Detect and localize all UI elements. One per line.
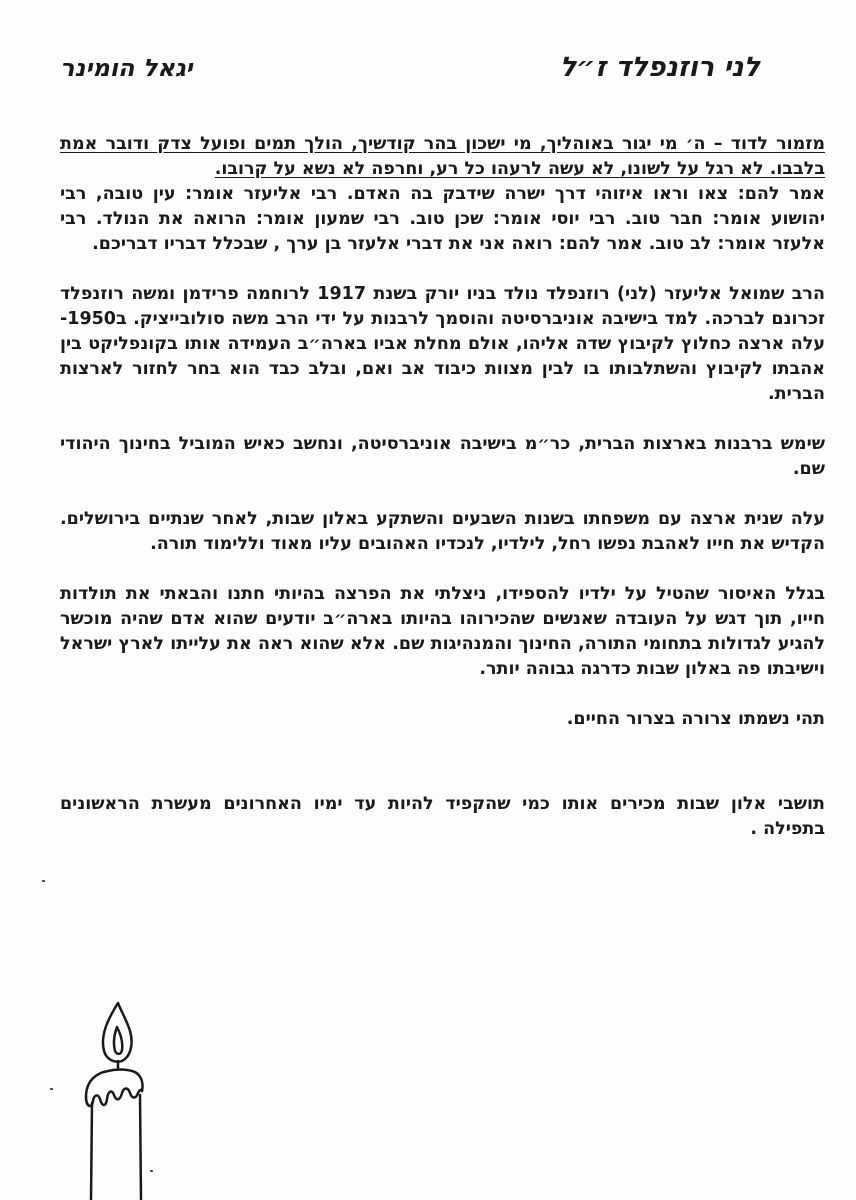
eulogy-body — [60, 132, 825, 867]
paragraph-closing: תושבי אלון שבות מכירים אותו כמי שהקפיד להיות עד ימיו האחרונים מעשרת הראשונים בתפילה . — [60, 794, 825, 839]
paragraph-biography: הרב שמואל אליעזר (לני) רוזנפלד נולד בניו יורק בשנת 1917 לרוחמה פרידמן ומשה רוזנפלד זכרונם לברכה. למד בישיבה אוניברסיטה והוסמך לרבנות על ידי הרב משה סולובייציק. ב1950- עלה ארצה כחלוץ לקיבוץ שדה אליהו, אולם מחלת אביו בארה״ב העמידה אותו בקונפליקט בין אהבתו לקיבוץ והשתלבותו בו לבין מצוות כיבוד אב ואם, ובלב כבד הוא בחר לחזור לארצות הברית. — [60, 284, 825, 404]
paragraph-eulogy-reason: בגלל האיסור שהטיל על ילדיו להספידו, ניצלתי את הפרצה בהיותי חתנו והבאתי את תולדות חייו, תוך דגש על העובדה שאנשים שהכירוהו בהיותו בארה״ב יודעים שהוא אדם שהיה מוכשר להגיע לגדולות בתחומי התורה, החינוך והמנהיגות שם. אלא שהוא ראה את עלייתו לארץ ישראל וישיבתו פה באלון שבות כדרגה גבוהה יותר. — [60, 584, 825, 679]
psalm-quote: מזמור לדוד – ה׳ מי יגור באוהליך, מי ישכון בהר קודשיך, הולך תמים ופועל צדק ודובר אמת בלבבו. לא רגל על לשונו, לא עשה לרעהו כל רע, וחרפה לא נשא על קרובו. — [60, 134, 825, 179]
paper-speck — [50, 1088, 53, 1090]
author-name: יגאל הומינר — [60, 54, 193, 82]
paragraph-blessing: תהי נשמתו צרורה בצרור החיים. — [566, 709, 825, 729]
deceased-name-title: לני רוזנפלד ז״ל — [559, 52, 760, 83]
paragraph-rabbinate: שימש ברבנות בארצות הברית, כר״מ בישיבה אוניברסיטה, ונחשב כאיש המוביל בחינוך היהודי שם. — [60, 434, 825, 479]
paragraph-aliyah: עלה שנית ארצה עם משפחתו בשנות השבעים והשתקע באלון שבות, לאחר שנתיים בירושלים. הקדיש את חייו לאהבת נפשו רחל, לילדיו, לנכדיו האהובים עליו מאוד וללימוד תורה. — [60, 509, 825, 554]
page-header — [60, 52, 760, 92]
memorial-candle-icon — [60, 995, 170, 1200]
paper-speck — [42, 880, 45, 882]
paragraph-mishna: אמר להם: צאו וראו איזוהי דרך ישרה שידבק בה האדם. רבי אליעזר אומר: עין טובה, רבי יהושוע אומר: חבר טוב. רבי יוסי אומר: שכן טוב. רבי שמעון אומר: הרואה את הנולד. רבי אלעזר אומר: לב טוב. אמר להם: רואה אני את דברי אלעזר בן ערך , שבכלל דבריו דבריכם. — [60, 184, 825, 254]
paper-speck — [150, 1170, 153, 1172]
